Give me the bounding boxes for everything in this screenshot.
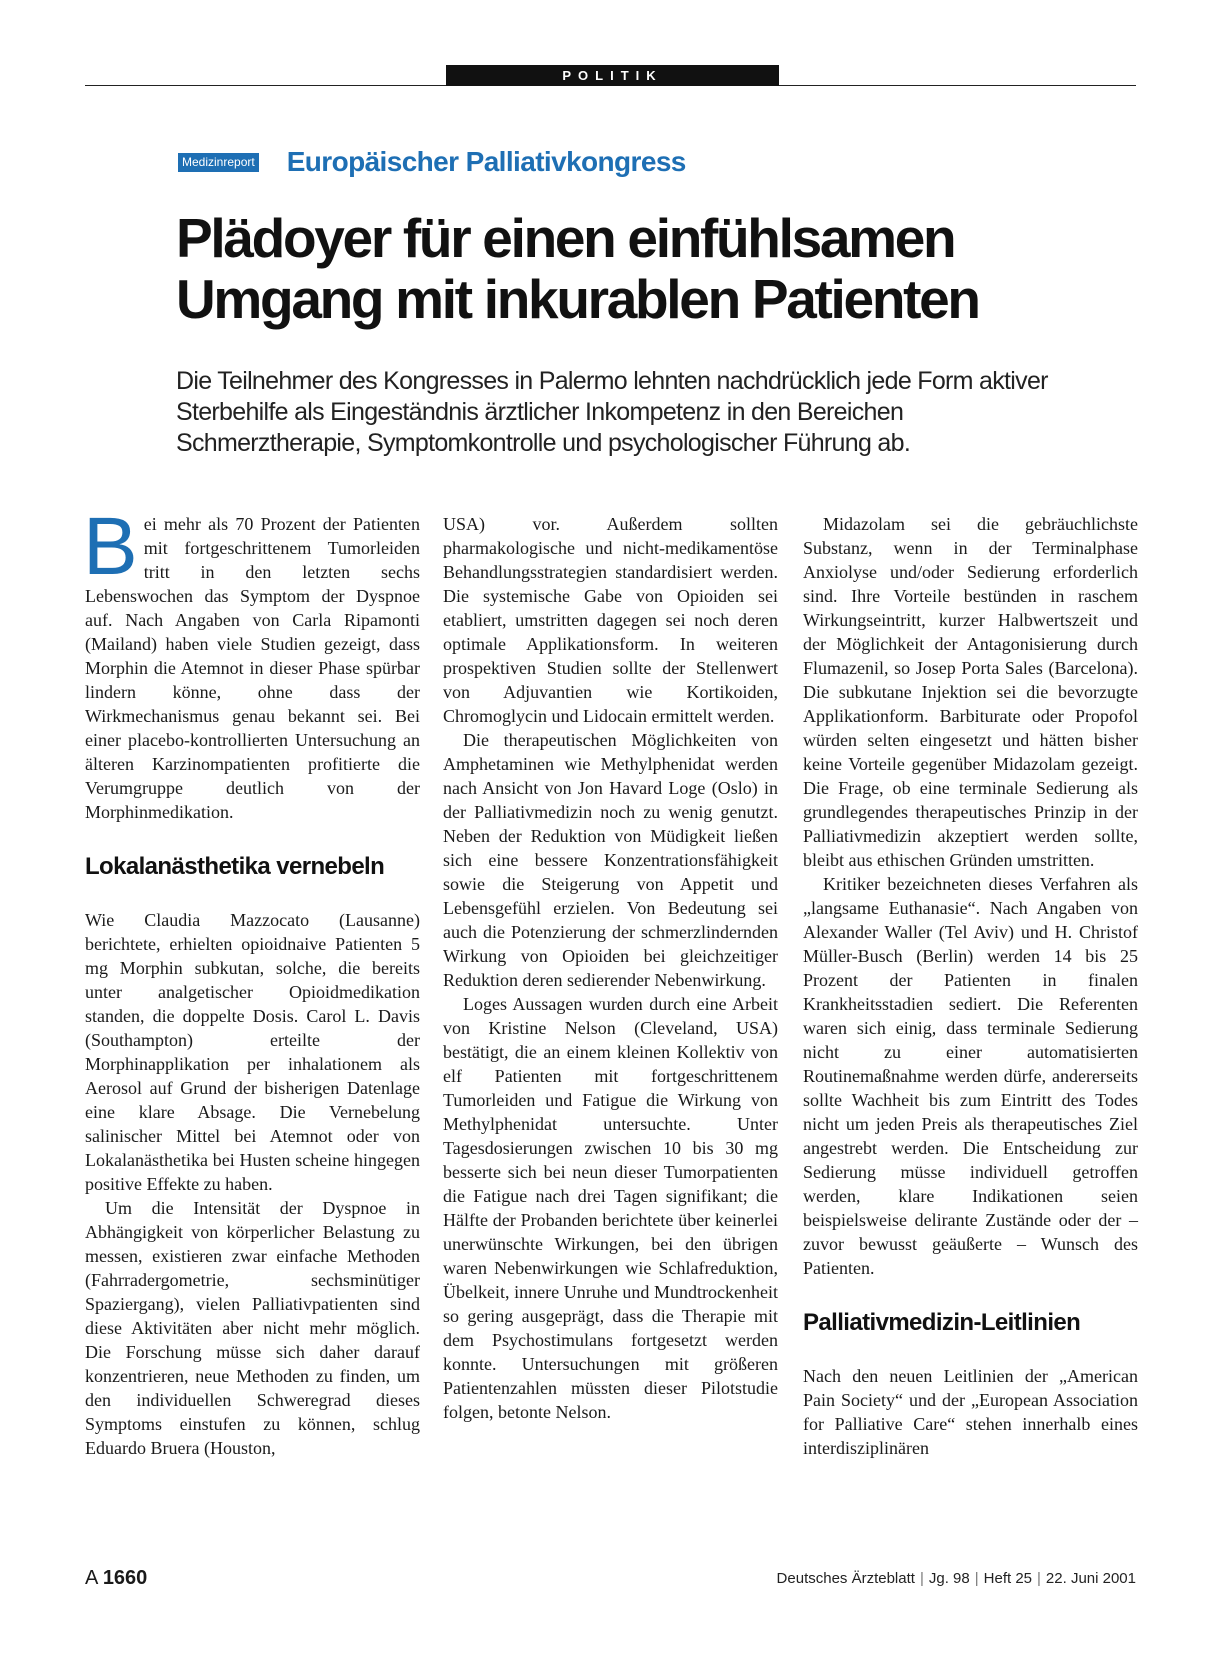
kicker-title: Europäischer Palliativkongress (286, 146, 686, 177)
intro-text: ei mehr als 70 Prozent der Patienten mit fortgeschrittenem Tumorleiden tritt in den letzten sechs Lebenswochen das Symptom der Dyspnoe auf. Nach Angaben von Carla Ripamonti (Mailand) haben viele Studien gezeigt, dass Morphin die Atemnot in dieser Phase spürbar lindern könne, ohne dass der Wirkmechanismus genau bekannt sei. Bei einer placebo-kontrollierten Untersuchung an älteren Karzinompatienten profitierte die Verumgruppe deutlich von der Morphinmedikation. (85, 514, 420, 822)
kicker (178, 146, 686, 178)
body-paragraph: Wie Claudia Mazzocato (Lausanne) berichtete, erhielten opioidnaive Patienten 5 mg Morphin subkutan, solche, die bereits unter analgetischer Opioidmedikation standen, die doppelte Dosis. Carol L. Davis (Southampton) erteilte der Morphinapplikation per inhalationem als Aerosol auf Grund der bisherigen Datenlage eine klare Absage. Die Vernebelung salinischer Mittel bei Atemnot oder von Lokalanästhetika bei Husten scheine hingegen positive Effekte zu haben. (85, 910, 420, 1194)
subheading-leitlinien: Palliativmedizin-Leitlinien (803, 1309, 1081, 1336)
body-paragraph: Kritiker bezeichneten dieses Verfahren als „langsame Euthanasie“. Nach Angaben von Alexander Waller (Tel Aviv) und H. Christof Müller-Busch (Berlin) werden 14 bis 25 Prozent der Patienten in finalen Krankheitsstadien sediert. Die Referenten waren sich einig, dass terminale Sedierung nicht zu einer automatisierten Routinemaßnahme werden dürfe, andererseits sollte Wachheit bis zum Eintritt des Todes nicht um jeden Preis als therapeutisches Ziel angestrebt werden. Die Entscheidung zur Sedierung müsse individuell getroffen werden, klare Indikationen seien beispielsweise delirante Zustände oder der – zuvor bewusst geäußerte – Wunsch des Patienten. (803, 874, 1138, 1278)
journal-name: Deutsches Ärzteblatt (776, 1570, 915, 1587)
footer-citation: Deutsches Ärzteblatt | Jg. 98 | Heft 25 | 22. Juni 2001 (776, 1570, 1136, 1587)
journal-volume: Jg. 98 (928, 1570, 970, 1587)
headline (176, 208, 1156, 330)
body-paragraph: Loges Aussagen wurden durch eine Arbeit von Kristine Nelson (Cleveland, USA) bestätigt, die an einem kleinen Kollektiv von elf Patienten mit fortgeschrittenem Tumorleiden und Fatigue die Wirkung von Methylphenidat untersuchte. Unter Tagesdosierungen zwischen 10 bis 30 mg besserte sich bei neun dieser Tumorpatienten die Fatigue nach drei Tagen signifikant; die Hälfte der Probanden berichtete über keinerlei unerwünschte Wirkungen, bei den übrigen waren Nebenwirkungen wie Schlafreduktion, Übelkeit, innere Unruhe und Mundtrockenheit so gering ausgeprägt, dass die Therapie mit dem Psychostimulans fortgesetzt werden konnte. Untersuchungen mit größeren Patientenzahlen müssten dieser Pilotstudie folgen, betonte Nelson. (443, 994, 778, 1422)
folio-number: 1660 (102, 1567, 148, 1589)
body-paragraph-continued: USA) vor. Außerdem sollten pharmakologische und nicht-medikamentöse Behandlungsstrategien standardisiert werden. Die systemische Gabe von Opioiden sei etabliert, umstritten dagegen sei noch deren optimale Applikationsform. In weiteren prospektiven Studien sollte der Stellenwert von Adjuvantien wie Kortikoiden, Chromoglycin und Lidocain ermittelt werden. (443, 514, 778, 726)
drop-cap: B (83, 501, 138, 592)
column-3 (803, 512, 1138, 1460)
body-paragraph: Midazolam sei die gebräuchlichste Substanz, wenn in der Terminalphase Anxiolyse und/oder Sedierung erforderlich sind. Ihre Vorteile bestünden in raschem Wirkungseintritt, kurzer Halbwertszeit und der Möglichkeit der Antagonisierung durch Flumazenil, so Josep Porta Sales (Barcelona). Die subkutane Injektion sei die bevorzugte Applikationform. Barbiturate oder Propofol würden selten eingesetzt und hätten bisher keine Vorteile gegenüber Midazolam gezeigt. Die Frage, ob eine terminale Sedierung als grundlegendes therapeutisches Prinzip in der Palliativmedizin akzeptiert werden sollte, bleibt aus ethischen Gründen umstritten. (803, 514, 1138, 870)
rubric-tag: Medizinreport (178, 153, 259, 172)
intro-paragraph (83, 501, 420, 824)
headline-line-1: Plädoyer für einen einfühlsamen (176, 207, 955, 269)
journal-issue: Heft 25 (983, 1570, 1033, 1587)
folio-prefix: A (85, 1567, 98, 1589)
body-paragraph: Die therapeutischen Möglichkeiten von Amphetaminen wie Methylphenidat werden nach Ansicht von Jon Havard Loge (Oslo) in der Palliativmedizin noch zu wenig genutzt. Neben der Reduktion von Müdigkeit ließen sich eine bessere Konzentrationsfähigkeit sowie die Steigerung von Appetit und Lebensgefühl erzielen. Von Bedeutung sei auch die Potenzierung der schmerzlindernden Wirkung von Opioiden bei gleichzeitiger Reduktion deren sedierender Nebenwirkung. (443, 730, 778, 990)
column-1 (83, 501, 420, 1460)
page-number (85, 1567, 147, 1590)
body-paragraph: Nach den neuen Leitlinien der „American Pain Society“ und der „European Association for Palliative Care“ stehen innerhalb eines interdisziplinären (803, 1366, 1138, 1458)
journal-date: 22. Juni 2001 (1045, 1570, 1136, 1587)
lead-paragraph: Die Teilnehmer des Kongresses in Palermo lehnten nachdrücklich jede Form aktiver Sterbehilfe als Eingeständnis ärztlicher Inkompetenz in den Bereichen Schmerztherapie, Symptomkontrolle und psychologischer Führung ab. (176, 367, 1048, 457)
section-label: POLITIK (446, 65, 779, 86)
body-paragraph: Um die Intensität der Dyspnoe in Abhängigkeit von körperlicher Belastung zu messen, existieren zwar einfache Methoden (Fahrradergometrie, sechsminütiger Spaziergang), vielen Palliativpatienten sind diese Aktivitäten aber nicht mehr möglich. Die Forschung müsse sich daher darauf konzentrieren, neue Methoden zu finden, um den individuellen Schweregrad dieses Symptoms einstufen zu können, schlug Eduardo Bruera (Houston, (85, 1198, 420, 1458)
column-2 (443, 512, 778, 1424)
subheading-lokalanaesthetika: Lokalanästhetika vernebeln (85, 853, 385, 880)
headline-line-2: Umgang mit inkurablen Patienten (176, 268, 979, 330)
